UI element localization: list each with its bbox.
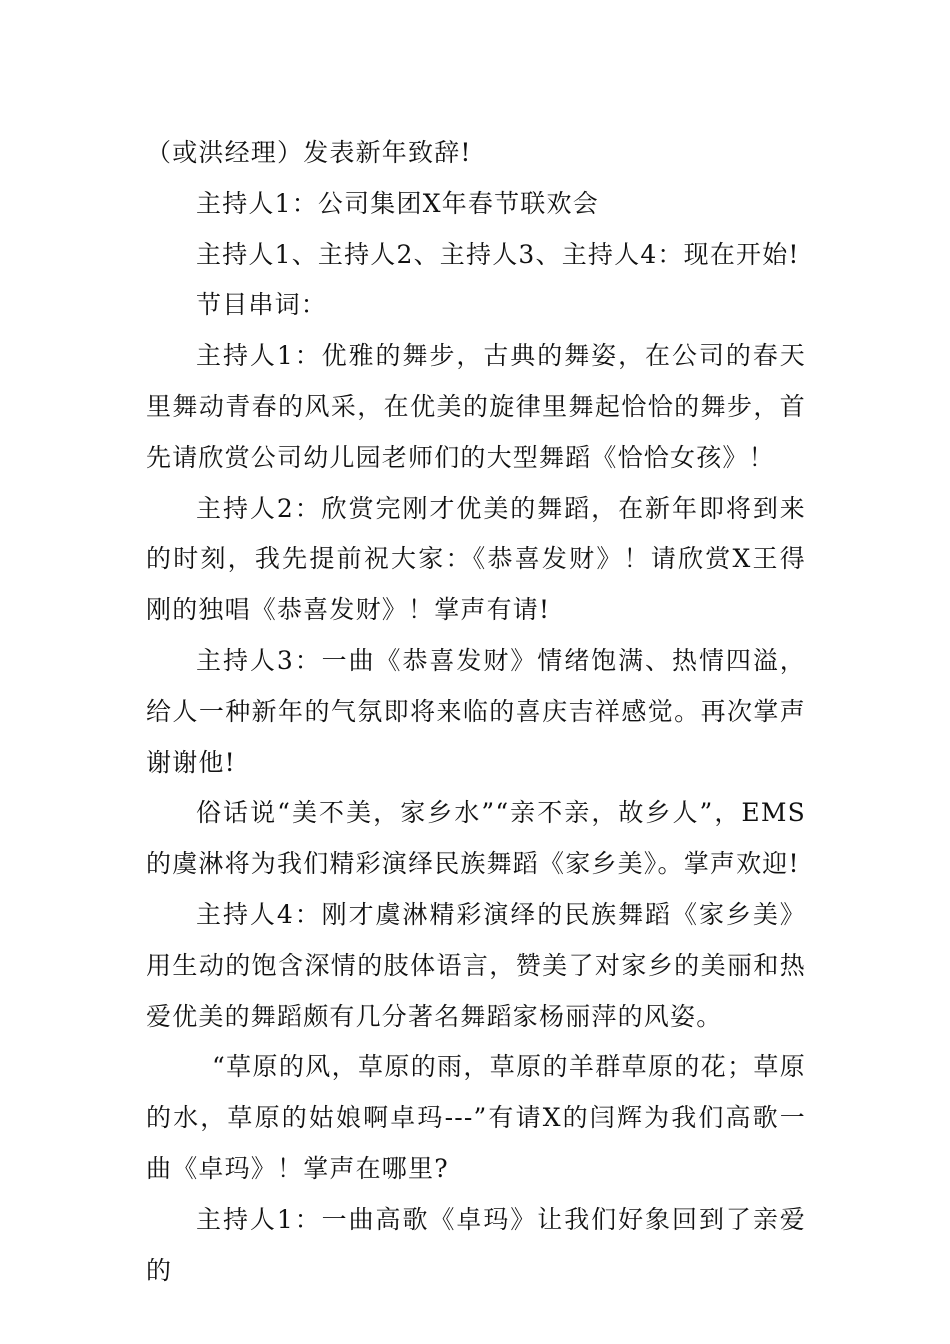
paragraph-all-hosts-start: 主持人1、主持人2、主持人3、主持人4：现在开始! <box>196 239 800 269</box>
document-body <box>146 128 806 1296</box>
paragraph-host1-title: 主持人1：公司集团X年春节联欢会 <box>196 188 599 218</box>
paragraph-proverb-dance: 俗话说“美不美，家乡水”“亲不亲，故乡人”，EMS的虞淋将为我们精彩演绎民族舞蹈《家乡美》。掌声欢迎! <box>146 798 806 879</box>
paragraph-program-heading: 节目串词： <box>196 290 328 320</box>
paragraph-grassland-song: “草原的风，草原的雨，草原的羊群草原的花；草原的水，草原的姑娘啊卓玛---”有请X的闫辉为我们高歌一曲《卓玛》！掌声在哪里? <box>146 1052 806 1183</box>
paragraph-continuation: （或洪经理）发表新年致辞! <box>146 138 472 167</box>
paragraph-host2-song: 主持人2：欣赏完刚才优美的舞蹈，在新年即将到来的时刻，我先提前祝大家：《恭喜发财》！请欣赏X王得刚的独唱《恭喜发财》！掌声有请! <box>146 493 806 625</box>
paragraph-host1-dance: 主持人1：优雅的舞步，古典的舞姿，在公司的春天里舞动青春的风采，在优美的旋律里舞起恰恰的舞步，首先请欣赏公司幼儿园老师们的大型舞蹈《恰恰女孩》！ <box>146 341 806 472</box>
paragraph-host1-zhuoma: 主持人1：一曲高歌《卓玛》让我们好象回到了亲爱的 <box>146 1204 806 1285</box>
paragraph-host3-thanks: 主持人3：一曲《恭喜发财》情绪饱满、热情四溢，给人一种新年的气氛即将来临的喜庆吉祥感觉。再次掌声谢谢他! <box>146 645 806 777</box>
paragraph-host4-comment: 主持人4：刚才虞淋精彩演绎的民族舞蹈《家乡美》用生动的饱含深情的肢体语言，赞美了对家乡的美丽和热爱优美的舞蹈颇有几分著名舞蹈家杨丽萍的风姿。 <box>146 899 806 1031</box>
